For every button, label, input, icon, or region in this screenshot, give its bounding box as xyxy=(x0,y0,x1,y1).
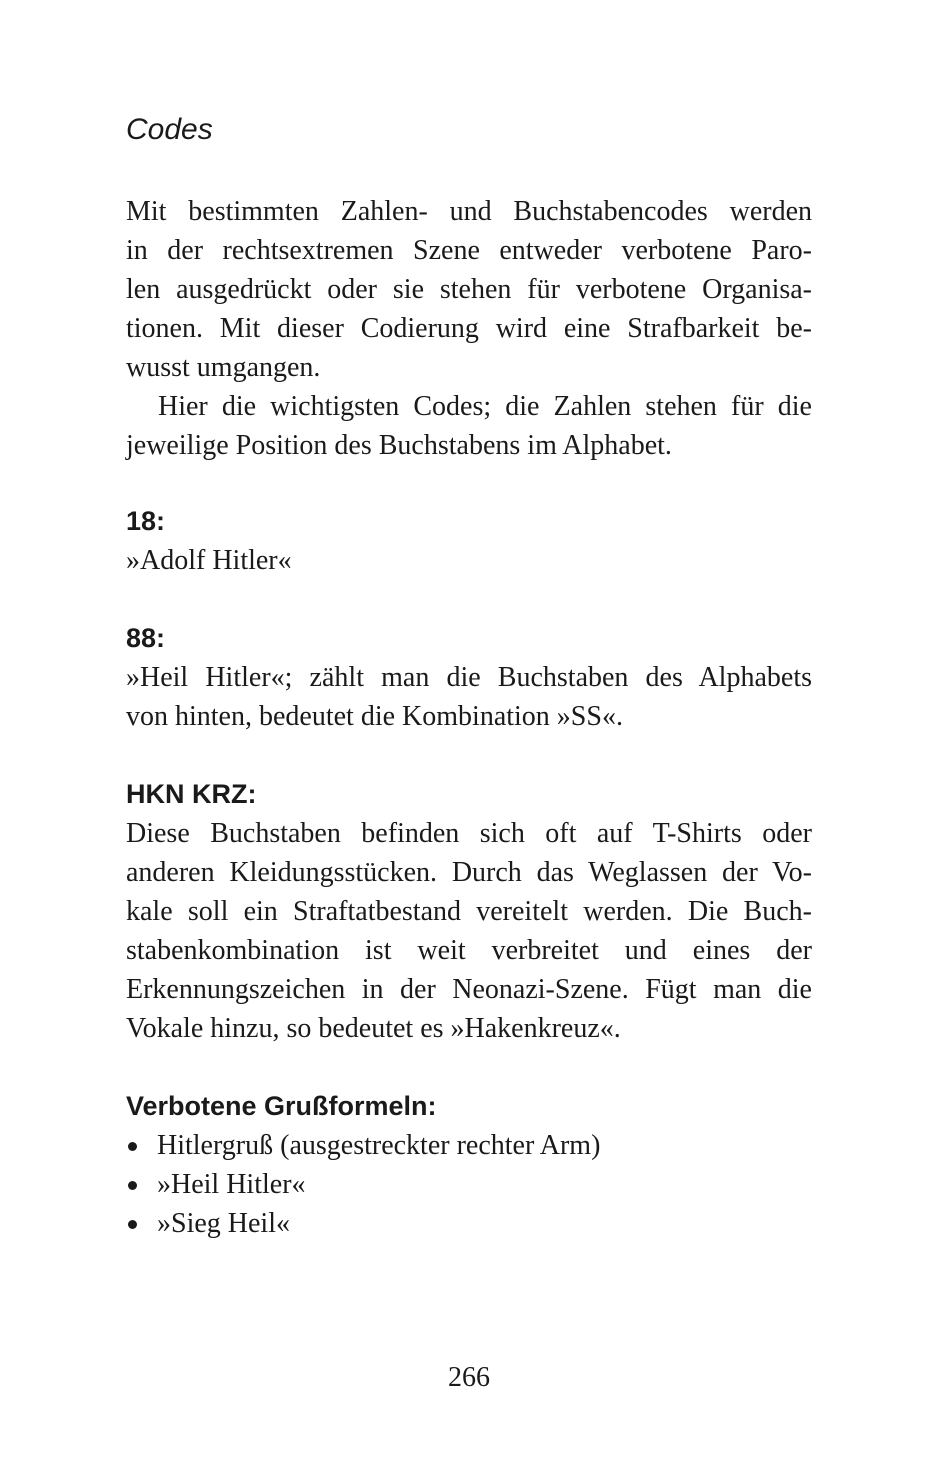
code-line: »Heil Hitler«; zählt man die Buchstaben des Alphabets xyxy=(126,662,812,693)
list-item-text: »Heil Hitler« xyxy=(157,1169,306,1200)
intro-line: Hier die wichtigsten Codes; die Zahlen stehen für die xyxy=(158,391,812,422)
book-page xyxy=(126,0,812,1473)
code-heading: 88: xyxy=(126,623,166,653)
bullet-icon xyxy=(128,1142,137,1151)
code-description xyxy=(126,658,812,736)
greetings-section xyxy=(126,1087,812,1243)
intro-line: wusst umgangen. xyxy=(126,352,321,383)
intro-line: tionen. Mit dieser Codierung wird eine Strafbarkeit be- xyxy=(126,313,812,344)
section-title: Codes xyxy=(126,113,213,146)
intro-line: jeweilige Position des Buchstabens im Alphabet. xyxy=(126,430,672,461)
intro-text xyxy=(126,192,812,387)
greetings-list xyxy=(126,1126,812,1243)
code-description xyxy=(126,814,812,1048)
list-item-text: Hitlergruß (ausgestreckter rechter Arm) xyxy=(157,1130,601,1161)
intro-line: len ausgedrückt oder sie stehen für verbotene Organisa- xyxy=(126,274,812,305)
code-line: anderen Kleidungsstücken. Durch das Weglassen der Vo- xyxy=(126,857,812,888)
greetings-heading: Verbotene Grußformeln: xyxy=(126,1091,437,1121)
code-line: von hinten, bedeutet die Kombination »SS«. xyxy=(126,701,623,732)
list-item xyxy=(126,1165,812,1204)
code-line: kale soll ein Straftatbestand vereitelt werden. Die Buch- xyxy=(126,896,812,927)
intro-paragraph xyxy=(126,192,812,465)
code-line: »Adolf Hitler« xyxy=(126,545,292,576)
code-heading: HKN KRZ: xyxy=(126,779,257,809)
intro-second-text-cont xyxy=(126,426,812,465)
code-line: stabenkombination ist weit verbreitet und eines der xyxy=(126,935,812,966)
intro-line: Mit bestimmten Zahlen- und Buchstabencodes werden xyxy=(126,196,812,227)
intro-second-text xyxy=(126,387,812,426)
code-entry-hkn-krz xyxy=(126,775,812,1048)
code-entry-88 xyxy=(126,619,812,736)
code-line: Diese Buchstaben befinden sich oft auf T-Shirts oder xyxy=(126,818,812,849)
code-line: Erkennungszeichen in der Neonazi-Szene. Fügt man die xyxy=(126,974,812,1005)
code-entry-18 xyxy=(126,502,812,580)
code-heading: 18: xyxy=(126,506,166,536)
list-item xyxy=(126,1204,812,1243)
list-item xyxy=(126,1126,812,1165)
intro-line: in der rechtsextremen Szene entweder verbotene Paro- xyxy=(126,235,812,266)
bullet-icon xyxy=(128,1220,137,1229)
code-description xyxy=(126,541,812,580)
code-line: Vokale hinzu, so bedeutet es »Hakenkreuz«. xyxy=(126,1013,621,1044)
page-number: 266 xyxy=(448,1362,490,1393)
bullet-icon xyxy=(128,1181,137,1190)
list-item-text: »Sieg Heil« xyxy=(157,1208,290,1239)
